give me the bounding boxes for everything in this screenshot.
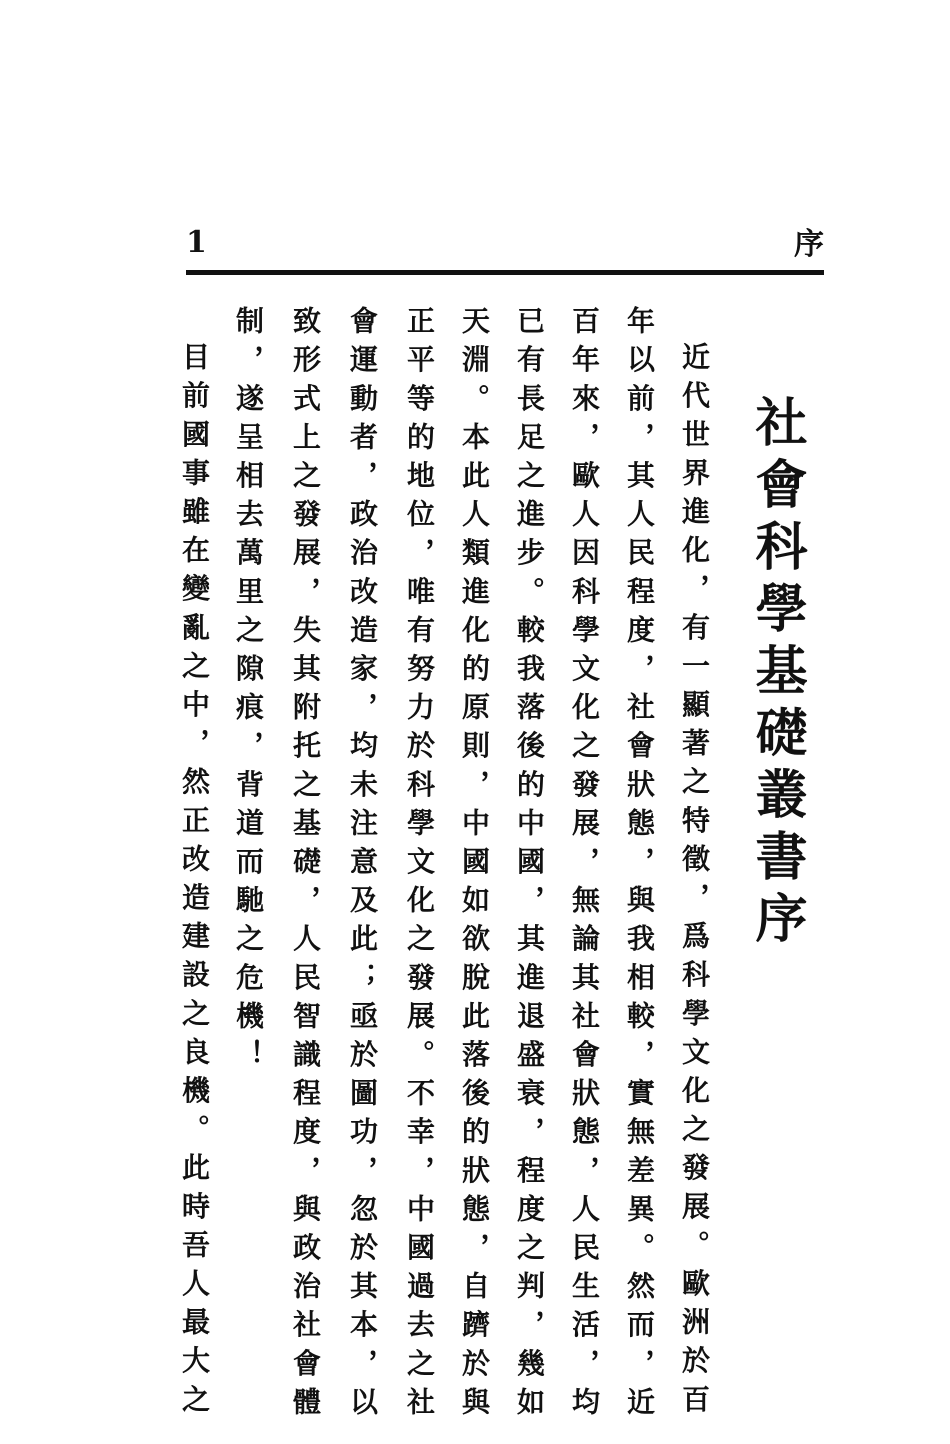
header-rule: [186, 270, 824, 275]
text-column-8: 致形式上之發展，失其附托之基礎，人民智識程度，與政治社會體: [289, 306, 322, 1426]
page-number: 1: [186, 225, 207, 260]
text-column-10: 目前國事雖在變亂之中，然正改造建設之良機。此時吾人最大之: [178, 342, 211, 1423]
text-column-4: 已有長足之進步。較我落後的中國，其進退盛衰，程度之判，幾如: [513, 306, 546, 1426]
text-column-5: 天淵。本此人類進化的原則，中國如欲脫此落後的狀態，自躋於與: [458, 306, 491, 1426]
text-column-1: 近代世界進化，有一顯著之特徵，爲科學文化之發展。歐洲於百: [678, 342, 711, 1423]
text-column-2: 年以前，其人民程度，社會狀態，與我相較，實無差異。然而，近: [623, 306, 656, 1426]
text-column-9: 制，遂呈相去萬里之隙痕，背道而馳之危機！: [232, 306, 265, 1078]
preface-title: 社會科學基礎叢書序: [746, 395, 806, 953]
text-column-6: 正平等的地位，唯有努力於科學文化之發展。不幸，中國過去之社: [403, 306, 436, 1426]
text-column-7: 會運動者，政治改造家，均未注意及此；亟於圖功，忽於其本，以: [346, 306, 379, 1426]
running-head: 序: [794, 227, 824, 262]
text-column-3: 百年來，歐人因科學文化之發展，無論其社會狀態，人民生活，均: [568, 306, 601, 1426]
